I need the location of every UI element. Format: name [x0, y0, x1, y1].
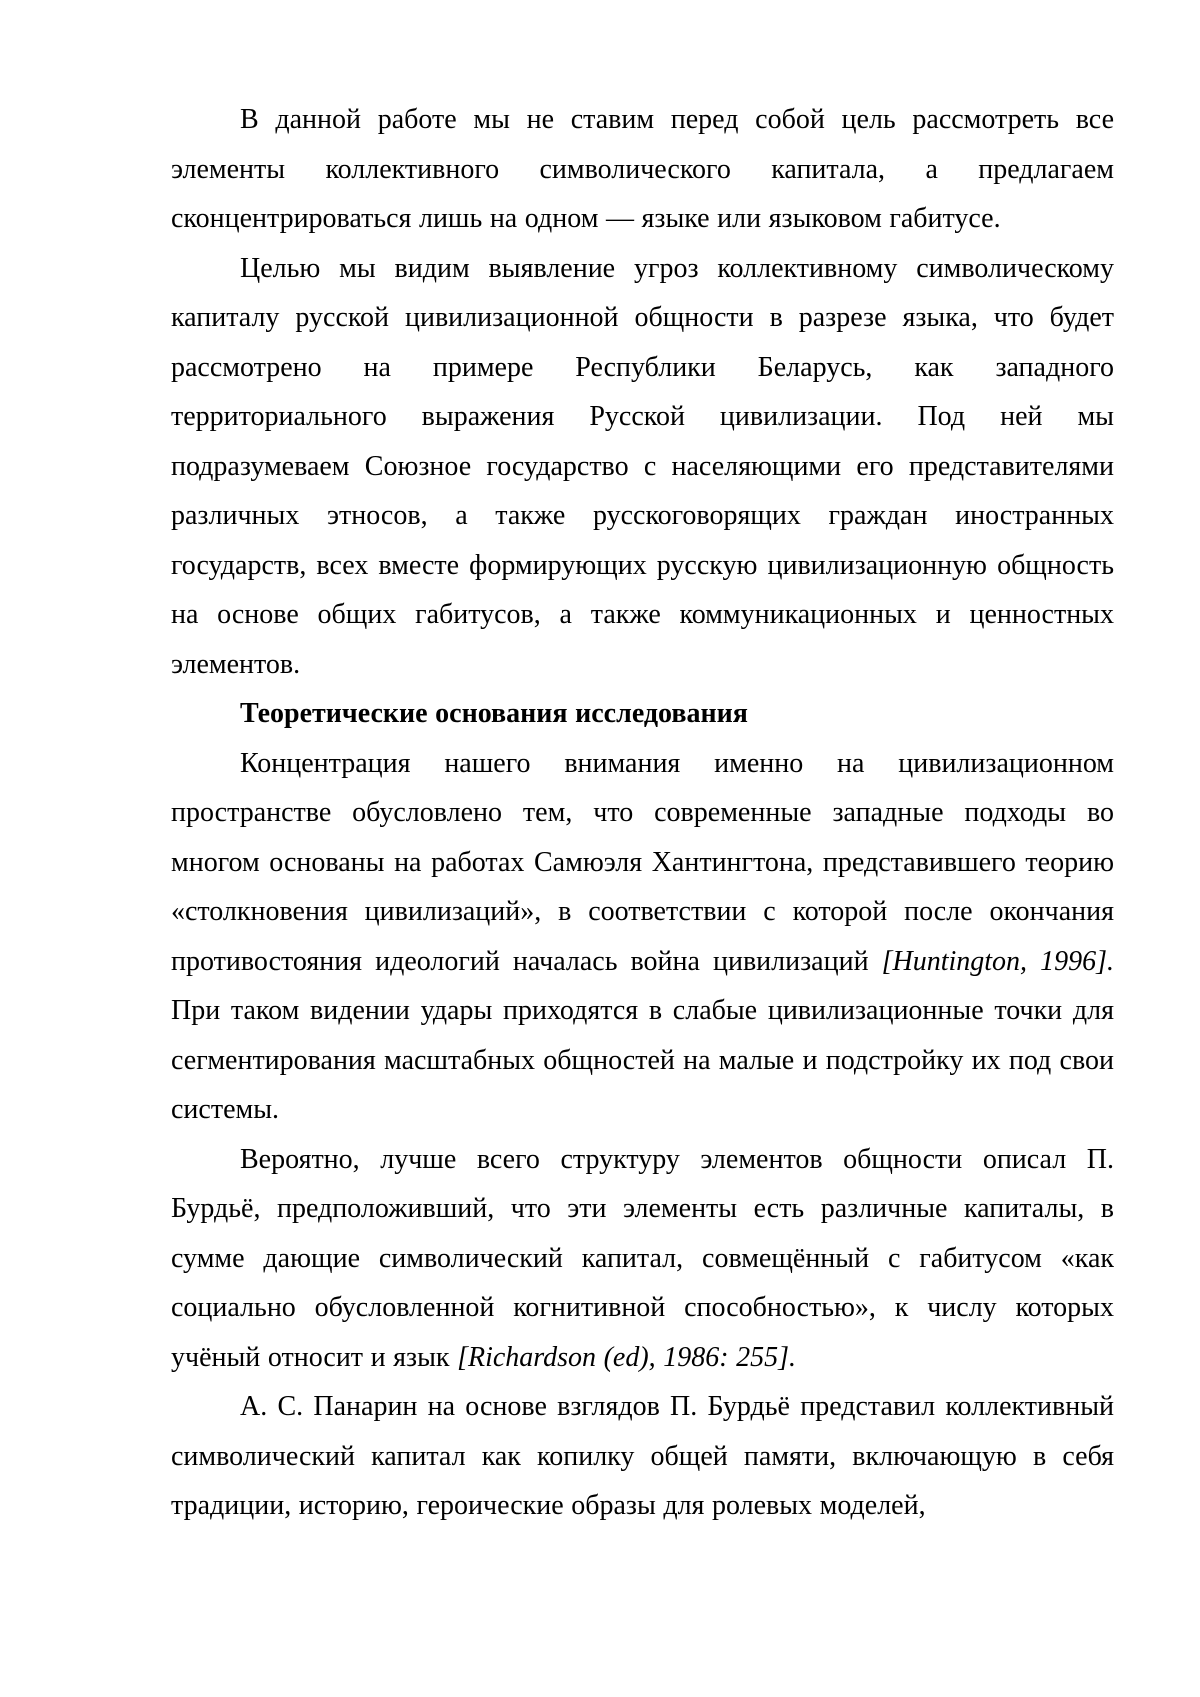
text-segment-normal: Целью мы видим выявление угроз коллективному символическому капиталу русской цивилизационной общности в разрезе языка, что будет рассмотрено на примере Республики Беларусь, как западного территориального выражения Русской цивилизации. Под ней мы подразумеваем Союзное государство с населяющими его представителями различных этносов, а также русскоговорящих граждан иностранных государств, всех вместе формирующих русскую цивилизационную общность на основе общих габитусов, а также коммуникационных и ценностных элементов. [171, 252, 1114, 680]
text-segment-bold: Теоретические основания исследования [240, 698, 748, 729]
text-segment-italic: [Richardson (ed), 1986: 255]. [457, 1341, 797, 1373]
text-segment-normal: При таком видении удары приходятся в слабые цивилизационные точки для сегментирования масштабных общностей на малые и подстройку их под свои системы. [171, 995, 1114, 1125]
paragraph [171, 739, 1114, 1135]
document-body [171, 95, 1114, 1531]
paragraph [171, 1382, 1114, 1531]
text-segment-normal: А. С. Панарин на основе взглядов П. Бурдьё представил коллективный символический капитал как копилку общей памяти, включающую в себя традиции, историю, героические образы для ролевых моделей, [171, 1391, 1114, 1521]
section-heading [171, 689, 1114, 739]
paragraph [171, 95, 1114, 244]
text-segment-normal: В данной работе мы не ставим перед собой цель рассмотреть все элементы коллективного символического капитала, а предлагаем сконцентрироваться лишь на одном — языке или языковом габитусе. [171, 104, 1114, 234]
paragraph [171, 244, 1114, 690]
text-segment-italic: [Huntington, 1996]. [881, 945, 1114, 977]
text-segment-normal: Вероятно, лучше всего структуру элементов общности описал П. Бурдьё, предположивший, что эти элементы есть различные капиталы, в сумме дающие символический капитал, совмещённый с габитусом «как социально обусловленной когнитивной способностью», к числу которых учёный относит и язык [171, 1143, 1114, 1373]
text-segment-normal: Концентрация нашего внимания именно на цивилизационном пространстве обусловлено тем, что современные западные подходы во многом основаны на работах Самюэля Хантингтона, представившего теорию «столкновения цивилизаций», в соответствии с которой после окончания противостояния идеологий началась война цивилизаций [171, 747, 1114, 977]
paragraph [171, 1135, 1114, 1383]
